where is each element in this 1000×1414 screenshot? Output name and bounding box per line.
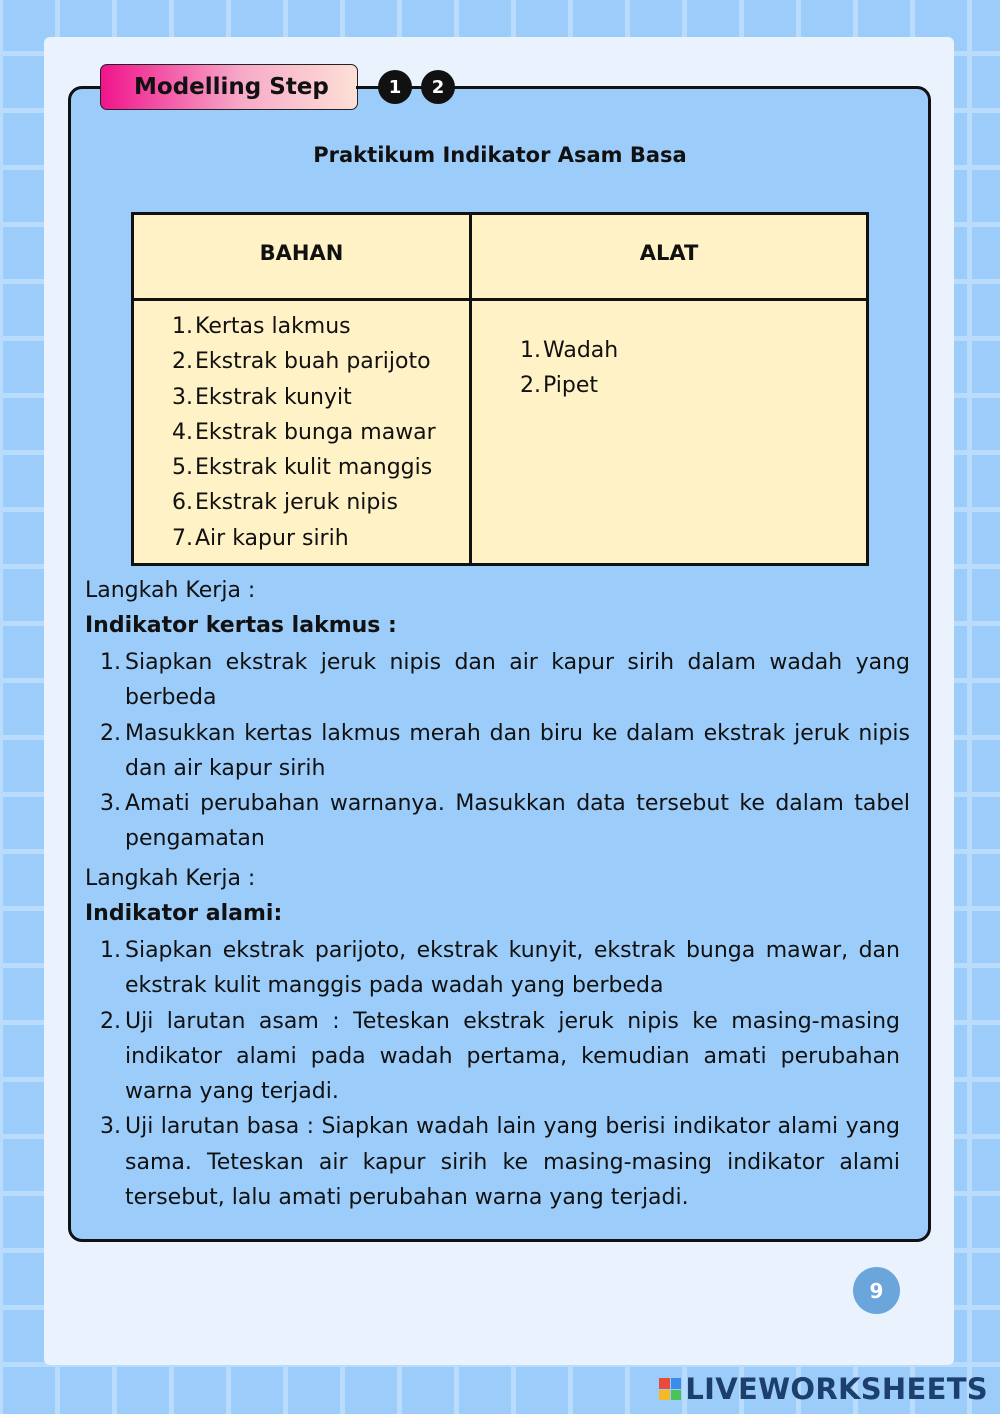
- column-header-alat: ALAT: [639, 241, 699, 265]
- step-item: 3. Uji larutan basa : Siapkan wadah lain yang berisi indikator alami yang sama. Teteskan air kapur sirih ke masing-masing indikator alami tersebut, lalu amati perubahan warna yang terjadi.: [100, 1114, 900, 1211]
- modelling-step-label: Modelling Step: [134, 74, 329, 100]
- list-item: 1.Kertas lakmus: [172, 314, 351, 339]
- list-item: 6.Ekstrak jeruk nipis: [172, 490, 398, 516]
- steps-list-lakmus: [100, 645, 910, 857]
- steps-list-alami: [100, 933, 900, 1215]
- section-heading: Indikator kertas lakmus :: [85, 613, 397, 638]
- list-item: 7.Air kapur sirih: [172, 525, 349, 551]
- liveworksheets-brand: [659, 1372, 988, 1406]
- step-1-badge: 1: [378, 70, 412, 104]
- step-2-badge: 2: [421, 70, 455, 104]
- page-number: 9: [853, 1267, 900, 1314]
- liveworksheets-logo-icon: [659, 1378, 681, 1400]
- table-divider: [469, 215, 472, 563]
- step-item: 1. Siapkan ekstrak jeruk nipis dan air kapur sirih dalam wadah yang berbeda: [100, 650, 910, 711]
- list-item: 4.Ekstrak bunga mawar: [172, 419, 436, 445]
- list-item: 2.Pipet: [520, 373, 599, 399]
- section-label: Langkah Kerja :: [85, 866, 256, 891]
- step-item: 1. Siapkan ekstrak parijoto, ekstrak kunyit, ekstrak bunga mawar, dan ekstrak kulit manggis pada wadah yang berbeda: [100, 938, 900, 999]
- page-title: Praktikum Indikator Asam Basa: [313, 143, 687, 167]
- bahan-list: [164, 309, 436, 556]
- list-item: 2.Ekstrak buah parijoto: [172, 349, 431, 375]
- step-item: 2. Masukkan kertas lakmus merah dan biru ke dalam ekstrak jeruk nipis dan air kapur sirih: [100, 720, 910, 781]
- modelling-step-tab: [100, 64, 358, 110]
- connector-line: [356, 86, 376, 89]
- table-divider: [134, 298, 866, 301]
- list-item: 1.Wadah: [520, 338, 619, 363]
- list-item: 5.Ekstrak kulit manggis: [172, 455, 433, 481]
- section-label: Langkah Kerja :: [85, 578, 256, 603]
- brand-text: LIVEWORKSHEETS: [685, 1372, 988, 1406]
- step-item: 2. Uji larutan asam : Teteskan ekstrak jeruk nipis ke masing-masing indikator alami pada wadah pertama, kemudian amati perubahan warna yang terjadi.: [100, 1008, 900, 1105]
- alat-list: [512, 333, 618, 404]
- materials-table: [131, 212, 869, 566]
- list-item: 3.Ekstrak kunyit: [172, 384, 352, 410]
- column-header-bahan: BAHAN: [259, 241, 344, 265]
- step-item: 3. Amati perubahan warnanya. Masukkan data tersebut ke dalam tabel pengamatan: [100, 791, 910, 852]
- section-heading: Indikator alami:: [85, 901, 283, 926]
